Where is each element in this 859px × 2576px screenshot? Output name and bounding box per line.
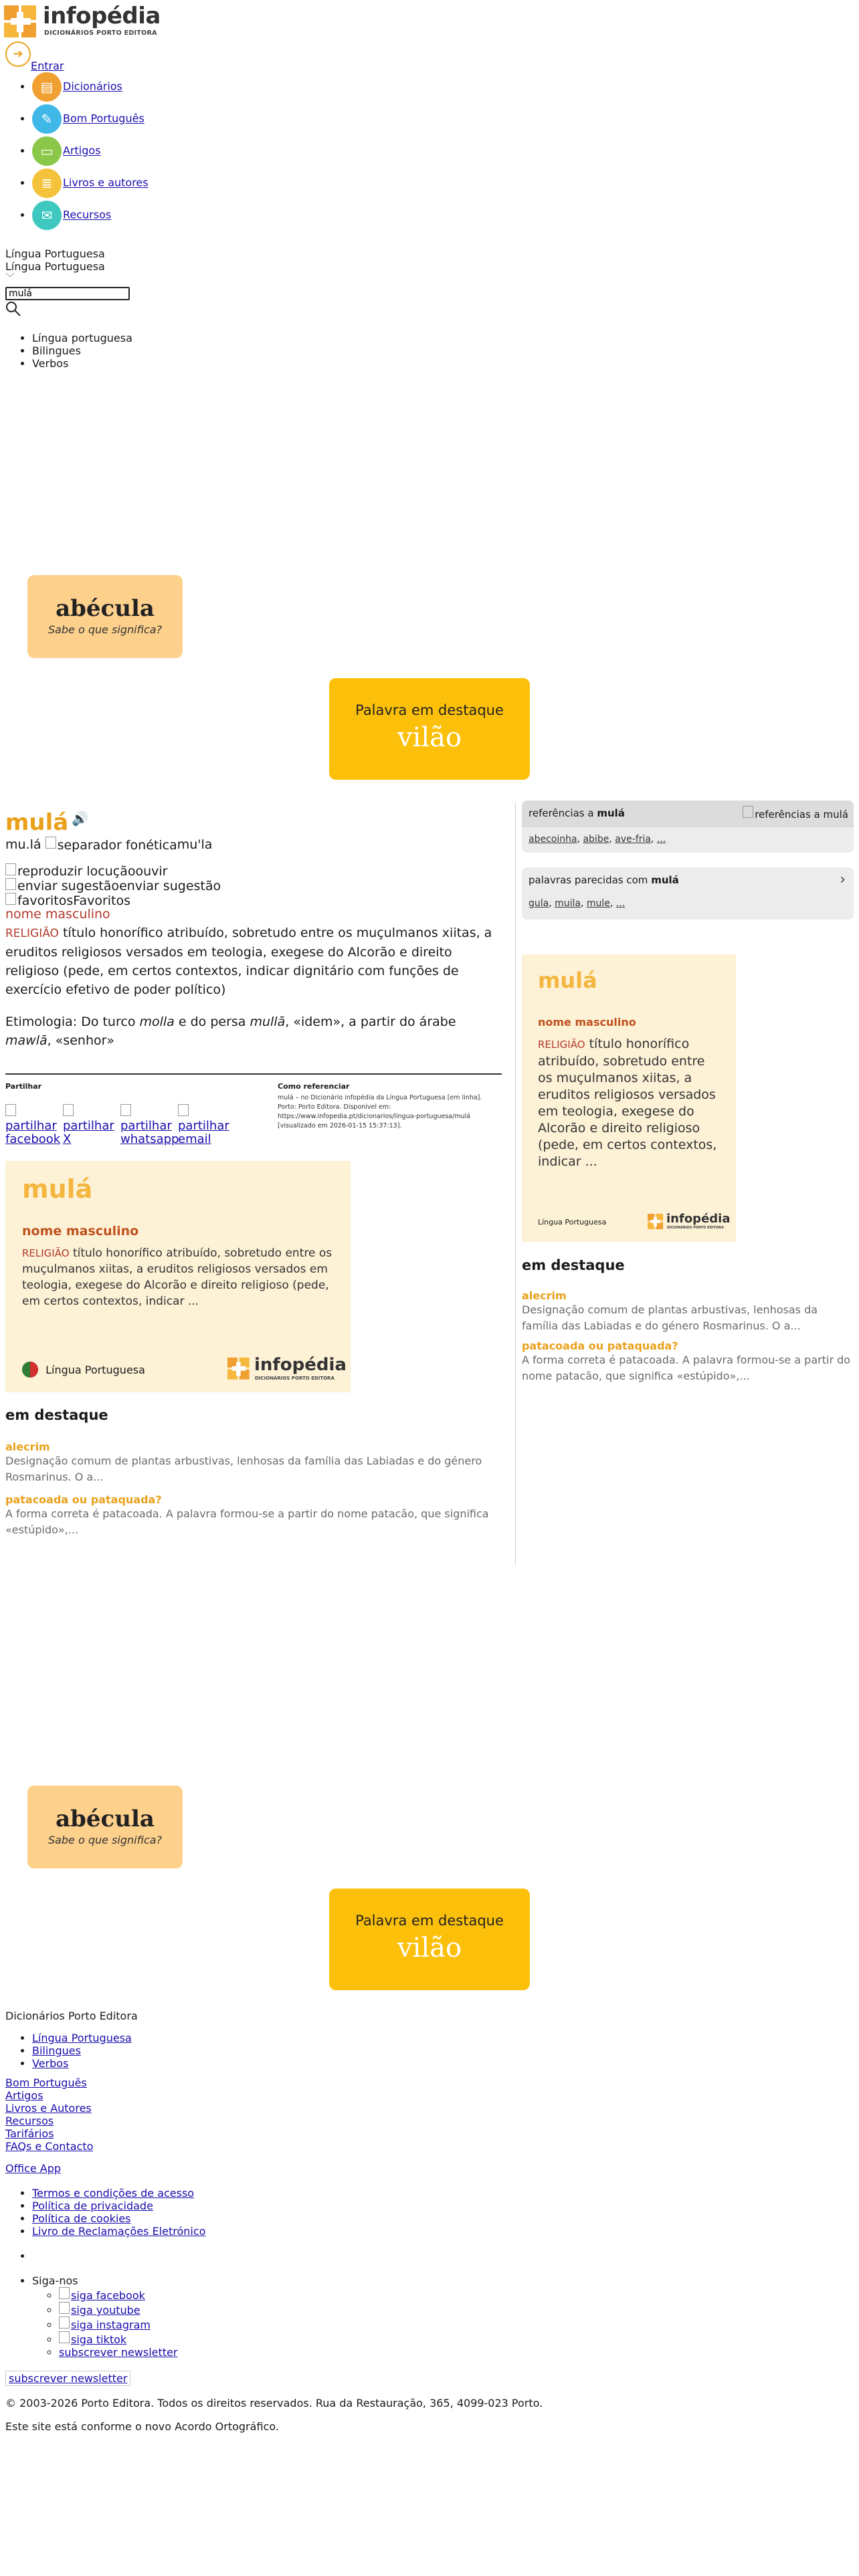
- entry-phonetic: mu'la: [177, 837, 213, 852]
- dict-selected-label: Língua Portuguesa: [5, 260, 105, 273]
- article-icon: ▭: [32, 136, 62, 166]
- brand-sub: DICIONÁRIOS PORTO EDITORA: [44, 29, 157, 37]
- featured-item[interactable]: patacoada ou pataquada? A forma correta é patacoada. A palavra formou-se a partir do nome patacão, que significa «estúpido»,...: [5, 1493, 489, 1536]
- similar-title[interactable]: palavras parecidas com mulá: [529, 874, 679, 886]
- separator-alt: separador fonética: [57, 838, 177, 853]
- site-logo[interactable]: [4, 3, 161, 40]
- youtube-icon[interactable]: siga youtube: [59, 2304, 140, 2317]
- similar-links: gula, muila, mule, ...: [529, 898, 626, 909]
- cite-section: [278, 1082, 502, 1131]
- search-icon[interactable]: [5, 301, 21, 320]
- word-quiz-card[interactable]: [27, 575, 183, 658]
- nav-item-recursos[interactable]: • ✉ Recursos: [32, 201, 149, 233]
- entry-etymology: Etimologia: Do turco molla e do persa mullā, «idem», a partir do árabe mawlā, «senhor»: [5, 1014, 456, 1048]
- instagram-icon[interactable]: siga instagram: [59, 2319, 151, 2331]
- entry-pos: nome masculino: [5, 907, 110, 922]
- quiz-sub: Sabe o que significa?: [47, 623, 163, 636]
- portugal-flag-icon: [22, 1362, 38, 1378]
- references-title: referências a mulá: [529, 807, 625, 819]
- chevron-down-icon: ﹀: [5, 273, 15, 284]
- dict-select[interactable]: [5, 247, 105, 284]
- chevron-right-icon[interactable]: ›: [840, 871, 846, 888]
- nav-item-bom-portugues[interactable]: • ✎ Bom Português: [32, 104, 149, 136]
- nav-item-livros[interactable]: • ≣ Livros e autores: [32, 169, 149, 201]
- speech-icon: ✎: [32, 104, 62, 134]
- entry-headword: mulá: [5, 809, 69, 836]
- dict-option[interactable]: • Bilingues: [32, 344, 132, 357]
- featured-item[interactable]: alecrim Designação comum de plantas arbustivas, lenhosas da família das Labiadas e do género Rosmarinus. O a...: [5, 1440, 482, 1483]
- featured-item[interactable]: alecrim Designação comum de plantas arbustivas, lenhosas da família das Labiadas e do género Rosmarinus. O a...: [522, 1289, 818, 1332]
- column-divider: [515, 802, 516, 1565]
- dict-options: [5, 332, 132, 370]
- share-section: [5, 1082, 273, 1146]
- card-lang: Língua Portuguesa: [45, 1363, 145, 1376]
- listen-button[interactable]: reproduzir locuçãoouvir: [5, 863, 500, 878]
- books-icon: ≣: [32, 169, 62, 198]
- share-title: Partilhar: [5, 1082, 42, 1091]
- share-whatsapp[interactable]: partilhar whatsapp: [120, 1104, 178, 1146]
- featured-word-card[interactable]: [329, 678, 530, 780]
- card-text: RELIGIÃO título honorífico atribuído, sobretudo entre os muçulmanos xiitas, a eruditos religiosos versados em teologia, exegese do Alcorão e direito religioso (pede, em certos contextos, indicar ...: [22, 1247, 332, 1308]
- featured-title: Palavra em destaque: [355, 702, 504, 718]
- listen-icon: [5, 863, 16, 875]
- newsletter-link[interactable]: subscrever newsletter: [59, 2346, 178, 2359]
- favorite-button[interactable]: favoritosFavoritos: [5, 893, 500, 907]
- entry-syllables: mu.lá: [5, 837, 41, 852]
- featured-word-card[interactable]: Palavra em destaque vilão: [329, 1889, 530, 1990]
- login-label[interactable]: Entrar: [31, 60, 64, 72]
- featured-word: vilão: [397, 722, 462, 753]
- similar-words-box: [522, 867, 854, 920]
- footer-links: Bom Português Artigos Livros e Autores Recursos Tarifários FAQs e Contacto: [5, 2076, 94, 2153]
- references-box: [522, 800, 854, 853]
- footer: [5, 2010, 848, 2433]
- star-icon: [5, 893, 16, 905]
- suggest-icon: [5, 878, 16, 890]
- dict-selected: Língua Portuguesa: [5, 247, 105, 260]
- search-input[interactable]: [5, 287, 130, 300]
- follow-us: • Siga-nos ◦ siga facebook ◦ siga youtube ◦ siga instagram ◦ siga tiktok ◦ subscrever newsletter: [32, 2274, 848, 2359]
- references-image: referências a mulá: [743, 806, 848, 821]
- main-nav: [5, 72, 149, 233]
- card-word: mulá: [22, 1174, 93, 1204]
- ao-notice: Este site está conforme o novo Acordo Ortográfico.: [5, 2420, 279, 2433]
- entry-domain: RELIGIÃO: [5, 927, 59, 940]
- share-x[interactable]: partilhar X: [63, 1104, 120, 1146]
- tiktok-icon[interactable]: siga tiktok: [59, 2333, 126, 2346]
- card-brand: infopédia DICIONÁRIOS PORTO EDITORA: [227, 1356, 348, 1383]
- entry-divider: [5, 1073, 502, 1075]
- sidebar-featured: em destaque alecrim Designação comum de plantas arbustivas, lenhosas da família das Labiadas e do género Rosmarinus. O a... patacoada ou pataquada? A forma correta é patacoada. A palavra formou-se a partir do nome patacão, que significa «estúpido»,...: [522, 1257, 852, 1384]
- speaker-icon[interactable]: 🔊: [72, 811, 89, 827]
- footer-legal: • Termos e condições de acesso • Política de privacidade • Política de cookies • Livro de Reclamações Eletrónico: [5, 2187, 848, 2238]
- logo-icon: [4, 5, 37, 39]
- cite-title: Como referenciar: [278, 1082, 350, 1091]
- footer-empty-item: [32, 2250, 848, 2262]
- word-quiz-card[interactable]: abécula Sabe o que significa?: [27, 1786, 183, 1868]
- featured-item[interactable]: patacoada ou pataquada? A forma correta é patacoada. A palavra formou-se a partir do nome patacão, que significa «estúpido»,...: [522, 1339, 851, 1382]
- featured-section: [5, 1407, 500, 1538]
- logo-icon: [227, 1358, 250, 1380]
- quiz-word: abécula: [56, 595, 155, 622]
- office-app-link[interactable]: Office App: [5, 2162, 62, 2175]
- card-brand: infopédia DICIONÁRIOS PORTO EDITORA: [648, 1212, 735, 1232]
- logo-icon: [648, 1214, 664, 1230]
- entry: [5, 809, 500, 1050]
- nav-item-dicionarios[interactable]: • ▤ Dicionários: [32, 72, 149, 104]
- dict-option[interactable]: • Língua portuguesa: [32, 332, 132, 344]
- footer-title: Dicionários Porto Editora: [5, 2010, 138, 2022]
- footer-dict-links: • Língua Portuguesa • Bilingues • Verbos: [5, 2032, 848, 2070]
- brand-name: infopédia: [43, 3, 161, 29]
- login-link[interactable]: [5, 41, 64, 72]
- login-icon: ➔: [5, 41, 31, 67]
- entry-definition: RELIGIÃO título honorífico atribuído, sobretudo entre os muçulmanos xiitas, a eruditos religiosos versados em teologia, exegese do Alcorão e direito religioso (pede, em certos contextos, indicar dignitário com funções de exercício efetivo de poder político): [5, 926, 492, 997]
- share-facebook[interactable]: partilhar facebook: [5, 1104, 63, 1146]
- nav-item-artigos[interactable]: • ▭ Artigos: [32, 136, 149, 169]
- references-links: abecoinha, abibe, ave-fria, ...: [529, 834, 666, 845]
- copyright: © 2003-2026 Porto Editora. Todos os direitos reservados. Rua da Restauração, 365, 4099-023 Porto.: [5, 2397, 543, 2409]
- resources-icon: ✉: [32, 201, 62, 230]
- word-preview-card: [5, 1161, 351, 1392]
- newsletter-button[interactable]: subscrever newsletter: [5, 2371, 130, 2386]
- share-email[interactable]: partilhar email: [178, 1104, 235, 1146]
- book-icon: ▤: [32, 72, 62, 102]
- featured-title: em destaque: [5, 1407, 108, 1423]
- facebook-icon[interactable]: siga facebook: [59, 2289, 145, 2302]
- sidebar-preview-card: mulá nome masculino RELIGIÃO título honorífico atribuído, sobretudo entre os muçulmanos xiitas, a eruditos religiosos versados em teologia, exegese do Alcorão e direito religioso (pede, em certos contextos, indicar ... Língua Portuguesa infopédia DICIONÁRIOS PORTO EDITORA: [522, 954, 736, 1242]
- suggest-button[interactable]: enviar sugestãoenviar sugestão: [5, 878, 500, 893]
- separator-image: [45, 837, 56, 849]
- dict-option[interactable]: • Verbos: [32, 357, 132, 370]
- card-pos: nome masculino: [22, 1224, 139, 1239]
- cite-text[interactable]: mulá – no Dicionário infopédia da Língua Portuguesa [em linha]. Porto: Porto Editora. Disponível em: https://www.infopedia.pt/dicionarios/lingua-portuguesa/mulá [visualizado em 2026-01-15 15:37:13].: [278, 1094, 482, 1130]
